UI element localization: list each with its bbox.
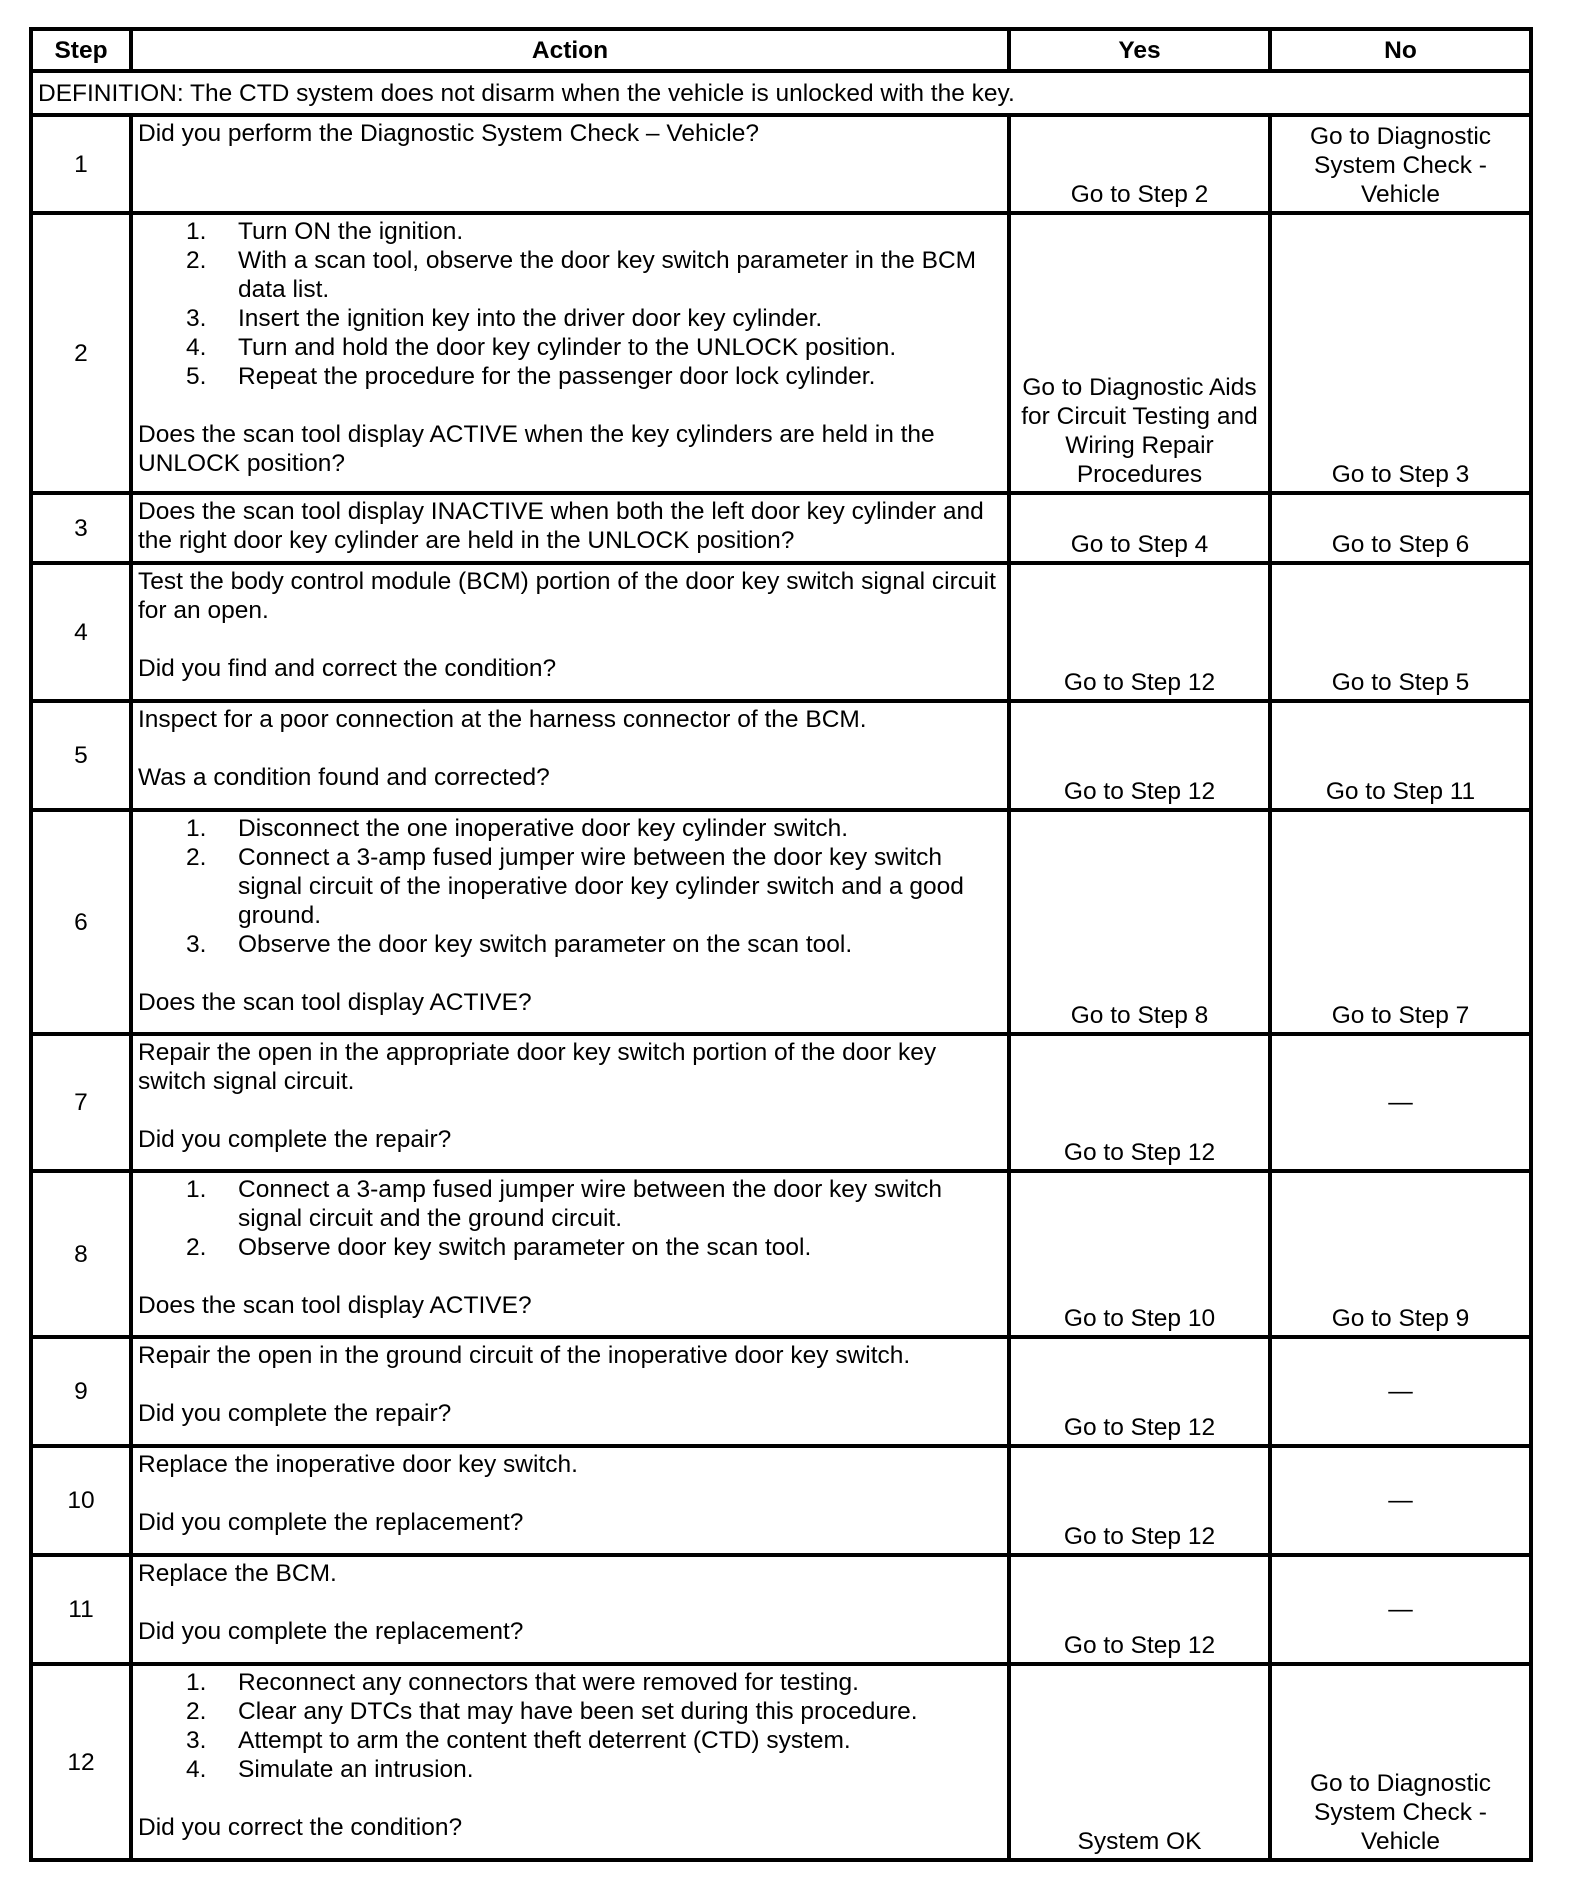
action-cell: [131, 115, 1009, 213]
procedure-list: [138, 814, 1002, 959]
action-intro: Did you perform the Diagnostic System Check – Vehicle?: [138, 120, 759, 147]
diagnostic-table: [29, 27, 1533, 1862]
table-row: [31, 1664, 1531, 1860]
action-cell: [131, 1337, 1009, 1446]
action-intro: Does the scan tool display INACTIVE when both the left door key cylinder and the right door key cylinder are held in the UNLOCK position?: [138, 498, 984, 554]
table-row: [31, 1337, 1531, 1446]
yes-cell: Go to Step 12: [1009, 563, 1270, 701]
action-question: Did you complete the repair?: [138, 1400, 452, 1427]
table-row: [31, 115, 1531, 213]
yes-cell: Go to Step 2: [1009, 115, 1270, 213]
header-no: No: [1270, 29, 1531, 71]
action-cell: [131, 1171, 1009, 1337]
no-cell: —: [1270, 1555, 1531, 1664]
action-question: Did you complete the replacement?: [138, 1509, 524, 1536]
yes-cell: Go to Diagnostic Aids for Circuit Testing and Wiring Repair Procedures: [1009, 213, 1270, 493]
action-question: Does the scan tool display ACTIVE?: [138, 1292, 532, 1319]
yes-cell: Go to Step 4: [1009, 493, 1270, 563]
list-item: 1. Disconnect the one inoperative door key cylinder switch.: [186, 815, 849, 842]
list-item: 1. Turn ON the ignition.: [186, 218, 464, 245]
list-item: 2. Clear any DTCs that may have been set during this procedure.: [186, 1698, 918, 1725]
yes-cell: Go to Step 12: [1009, 1034, 1270, 1171]
action-cell: [131, 701, 1009, 810]
no-cell: Go to Step 5: [1270, 563, 1531, 701]
action-cell: [131, 1555, 1009, 1664]
step-number: 8: [31, 1171, 131, 1337]
action-cell: [131, 1034, 1009, 1171]
action-question: Did you find and correct the condition?: [138, 655, 557, 682]
yes-cell: System OK: [1009, 1664, 1270, 1860]
list-item: 1. Connect a 3-amp fused jumper wire between the door key switch signal circuit and the ground circuit.: [186, 1176, 943, 1232]
action-question: Did you correct the condition?: [138, 1814, 463, 1841]
step-number: 11: [31, 1555, 131, 1664]
action-intro: Test the body control module (BCM) portion of the door key switch signal circuit for an open.: [138, 568, 996, 624]
action-question: Does the scan tool display ACTIVE when the key cylinders are held in the UNLOCK position?: [138, 421, 935, 477]
list-item: 2. Connect a 3-amp fused jumper wire between the door key switch signal circuit of the inoperative door key cylinder switch and a good ground.: [186, 844, 964, 929]
no-cell: Go to Step 9: [1270, 1171, 1531, 1337]
list-item: 3. Attempt to arm the content theft deterrent (CTD) system.: [186, 1727, 851, 1754]
no-cell: Go to Step 3: [1270, 213, 1531, 493]
table-row: [31, 810, 1531, 1034]
header-row: [31, 29, 1531, 71]
step-number: 12: [31, 1664, 131, 1860]
list-item: 1. Reconnect any connectors that were removed for testing.: [186, 1669, 859, 1696]
step-number: 9: [31, 1337, 131, 1446]
header-action: Action: [131, 29, 1009, 71]
step-number: 1: [31, 115, 131, 213]
table-row: [31, 701, 1531, 810]
action-cell: [131, 1446, 1009, 1555]
list-item: 2. With a scan tool, observe the door key switch parameter in the BCM data list.: [186, 247, 977, 303]
table-row: [31, 1171, 1531, 1337]
table-row: [31, 213, 1531, 493]
table-row: [31, 1446, 1531, 1555]
action-cell: [131, 213, 1009, 493]
step-number: 3: [31, 493, 131, 563]
yes-cell: Go to Step 12: [1009, 701, 1270, 810]
step-number: 2: [31, 213, 131, 493]
table-row: [31, 493, 1531, 563]
step-number: 10: [31, 1446, 131, 1555]
action-intro: Replace the BCM.: [138, 1560, 337, 1587]
action-intro: Repair the open in the appropriate door key switch portion of the door key switch signal circuit.: [138, 1039, 937, 1095]
list-item: 5. Repeat the procedure for the passenger door lock cylinder.: [186, 363, 876, 390]
table-row: [31, 563, 1531, 701]
action-question: Was a condition found and corrected?: [138, 764, 550, 791]
yes-cell: Go to Step 10: [1009, 1171, 1270, 1337]
action-intro: Inspect for a poor connection at the harness connector of the BCM.: [138, 706, 867, 733]
no-cell: Go to Diagnostic System Check - Vehicle: [1270, 115, 1531, 213]
action-question: Did you complete the replacement?: [138, 1618, 524, 1645]
table-row: [31, 1034, 1531, 1171]
no-cell: Go to Diagnostic System Check - Vehicle: [1270, 1664, 1531, 1860]
table-row: [31, 1555, 1531, 1664]
action-intro: Replace the inoperative door key switch.: [138, 1451, 578, 1478]
action-question: Did you complete the repair?: [138, 1126, 452, 1153]
no-cell: Go to Step 6: [1270, 493, 1531, 563]
yes-cell: Go to Step 8: [1009, 810, 1270, 1034]
no-cell: Go to Step 11: [1270, 701, 1531, 810]
list-item: 2. Observe door key switch parameter on the scan tool.: [186, 1234, 812, 1261]
header-step: Step: [31, 29, 131, 71]
action-intro: Repair the open in the ground circuit of the inoperative door key switch.: [138, 1342, 911, 1369]
no-cell: —: [1270, 1446, 1531, 1555]
action-question: Does the scan tool display ACTIVE?: [138, 989, 532, 1016]
procedure-list: [138, 1668, 1002, 1784]
step-number: 4: [31, 563, 131, 701]
step-number: 5: [31, 701, 131, 810]
definition-row: [31, 71, 1531, 115]
list-item: 4. Simulate an intrusion.: [186, 1756, 474, 1783]
yes-cell: Go to Step 12: [1009, 1337, 1270, 1446]
list-item: 4. Turn and hold the door key cylinder to the UNLOCK position.: [186, 334, 897, 361]
no-cell: —: [1270, 1034, 1531, 1171]
header-yes: Yes: [1009, 29, 1270, 71]
definition-text: DEFINITION: The CTD system does not disarm when the vehicle is unlocked with the key.: [31, 71, 1531, 115]
step-number: 7: [31, 1034, 131, 1171]
yes-cell: Go to Step 12: [1009, 1555, 1270, 1664]
action-cell: [131, 810, 1009, 1034]
procedure-list: [138, 217, 1002, 391]
action-cell: [131, 1664, 1009, 1860]
list-item: 3. Insert the ignition key into the driver door key cylinder.: [186, 305, 823, 332]
procedure-list: [138, 1175, 1002, 1262]
step-number: 6: [31, 810, 131, 1034]
yes-cell: Go to Step 12: [1009, 1446, 1270, 1555]
action-cell: [131, 493, 1009, 563]
no-cell: Go to Step 7: [1270, 810, 1531, 1034]
action-cell: [131, 563, 1009, 701]
list-item: 3. Observe the door key switch parameter on the scan tool.: [186, 931, 853, 958]
no-cell: —: [1270, 1337, 1531, 1446]
